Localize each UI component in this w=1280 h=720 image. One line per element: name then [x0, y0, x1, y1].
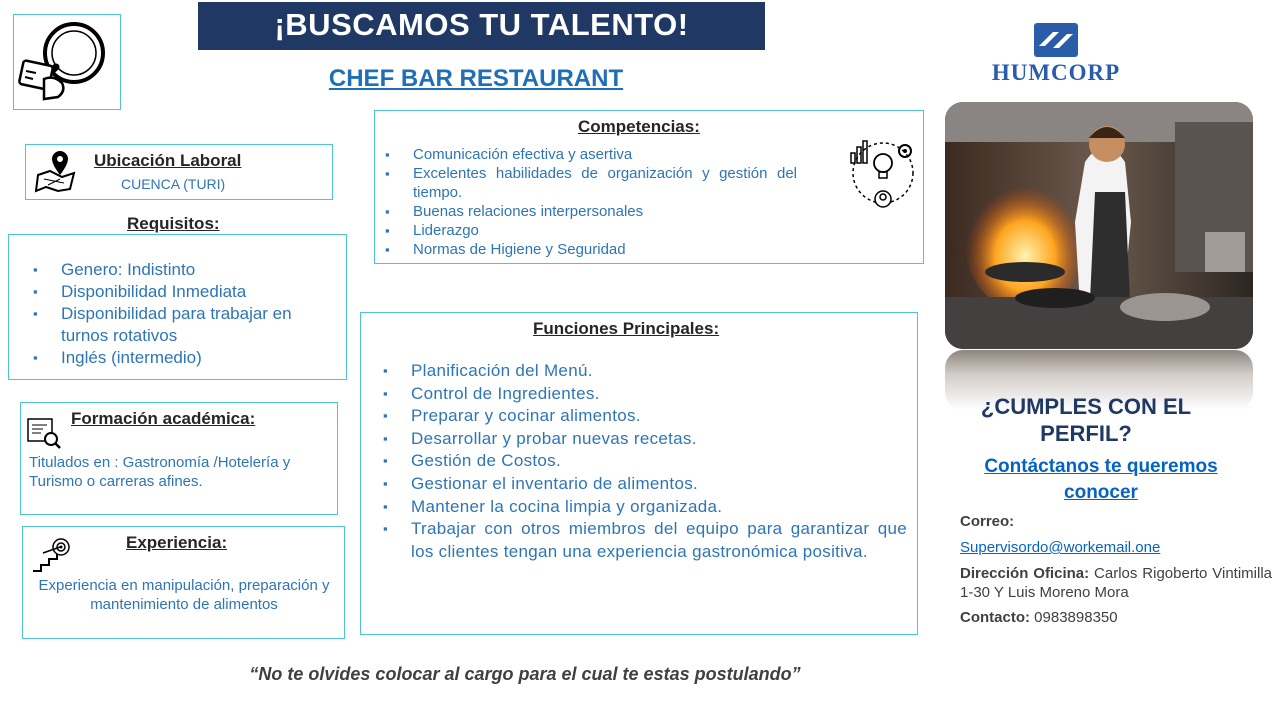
competency-item: ▪ Liderazgo: [385, 221, 797, 240]
search-magnifier-card: [13, 14, 121, 110]
contact-block: [960, 512, 1272, 628]
competency-item: ▪ Excelentes habilidades de organización y gestión del tiempo.: [385, 164, 797, 202]
experience-title: Experiencia:: [126, 533, 228, 552]
function-item: ▪ Gestión de Costos.: [383, 450, 907, 473]
skills-icon: [847, 131, 917, 217]
company-logo: [966, 20, 1146, 90]
competencies-list: [385, 145, 797, 259]
humcorp-logo-mark-icon: [1033, 22, 1079, 58]
experience-card: [22, 526, 345, 639]
certificate-icon: [27, 417, 61, 449]
function-item: ▪ Desarrollar y probar nuevas recetas.: [383, 428, 907, 451]
email-link[interactable]: Supervisordo@workemail.one: [960, 539, 1161, 556]
competency-item: ▪ Buenas relaciones interpersonales: [385, 202, 797, 221]
chef-photo: [945, 102, 1253, 349]
location-card: [25, 144, 333, 200]
phone-value: 0983898350: [1030, 609, 1118, 626]
competencies-title: Competencias:: [578, 117, 700, 136]
email-label: Correo:: [960, 513, 1015, 530]
address-value: Carlos Rigoberto Vintimilla 1-30 Y Luis Moreno Mora: [960, 565, 1272, 601]
education-title: Formación académica:: [71, 409, 256, 428]
location-label: Ubicación Laboral: [94, 151, 242, 170]
functions-list: [383, 360, 907, 563]
footer-note: “No te olvides colocar al cargo para el cual te estas postulando”: [249, 664, 801, 684]
functions-title: Funciones Principales:: [533, 319, 720, 338]
requirement-item: ▪ Genero: Indistinto: [33, 259, 334, 281]
address-label: Dirección Oficina:: [960, 565, 1090, 582]
function-item: ▪ Preparar y cocinar alimentos.: [383, 405, 907, 428]
cta-contact-link[interactable]: Contáctanos te queremos conocer: [984, 456, 1218, 503]
functions-card: [360, 312, 918, 635]
location-value: CUENCA (TURI): [121, 176, 226, 192]
address-line: [960, 564, 1272, 602]
company-name: HUMCORP: [991, 60, 1121, 85]
experience-text: Experiencia en manipulación, preparación y mantenimiento de alimentos: [38, 577, 330, 613]
requirement-item: ▪ Disponibilidad para trabajar en turnos rotativos: [33, 303, 334, 347]
competencies-card: [374, 110, 924, 264]
job-title: CHEF BAR RESTAURANT: [328, 65, 624, 92]
requirement-item: ▪ Disponibilidad Inmediata: [33, 281, 334, 303]
banner-title: ¡BUSCAMOS TU TALENTO!: [198, 2, 765, 50]
magnifier-hand-icon: [14, 15, 120, 109]
function-item: ▪ Mantener la cocina limpia y organizada.: [383, 496, 907, 519]
competency-item: ▪ Comunicación efectiva y asertiva: [385, 145, 797, 164]
function-item: ▪ Trabajar con otros miembros del equipo para garantizar que los clientes tengan una experiencia gastronómica positiva.: [383, 518, 907, 563]
phone-line: [960, 608, 1272, 628]
cta-question: ¿CUMPLES CON EL PERFIL?: [980, 394, 1192, 446]
education-card: [20, 402, 338, 515]
function-item: ▪ Control de Ingredientes.: [383, 383, 907, 406]
function-item: ▪ Gestionar el inventario de alimentos.: [383, 473, 907, 496]
requirements-title: Requisitos:: [127, 214, 220, 233]
competency-item: ▪ Normas de Higiene y Seguridad: [385, 240, 797, 259]
education-text: Titulados en : Gastronomía /Hotelería y Turismo o carreras afines.: [29, 454, 291, 490]
phone-label: Contacto:: [960, 609, 1030, 626]
function-item: ▪ Planificación del Menú.: [383, 360, 907, 383]
requirement-item: ▪ Inglés (intermedio): [33, 347, 334, 369]
map-pin-icon: [34, 149, 78, 193]
stairs-target-icon: [31, 537, 71, 573]
requirements-card: [8, 234, 347, 380]
